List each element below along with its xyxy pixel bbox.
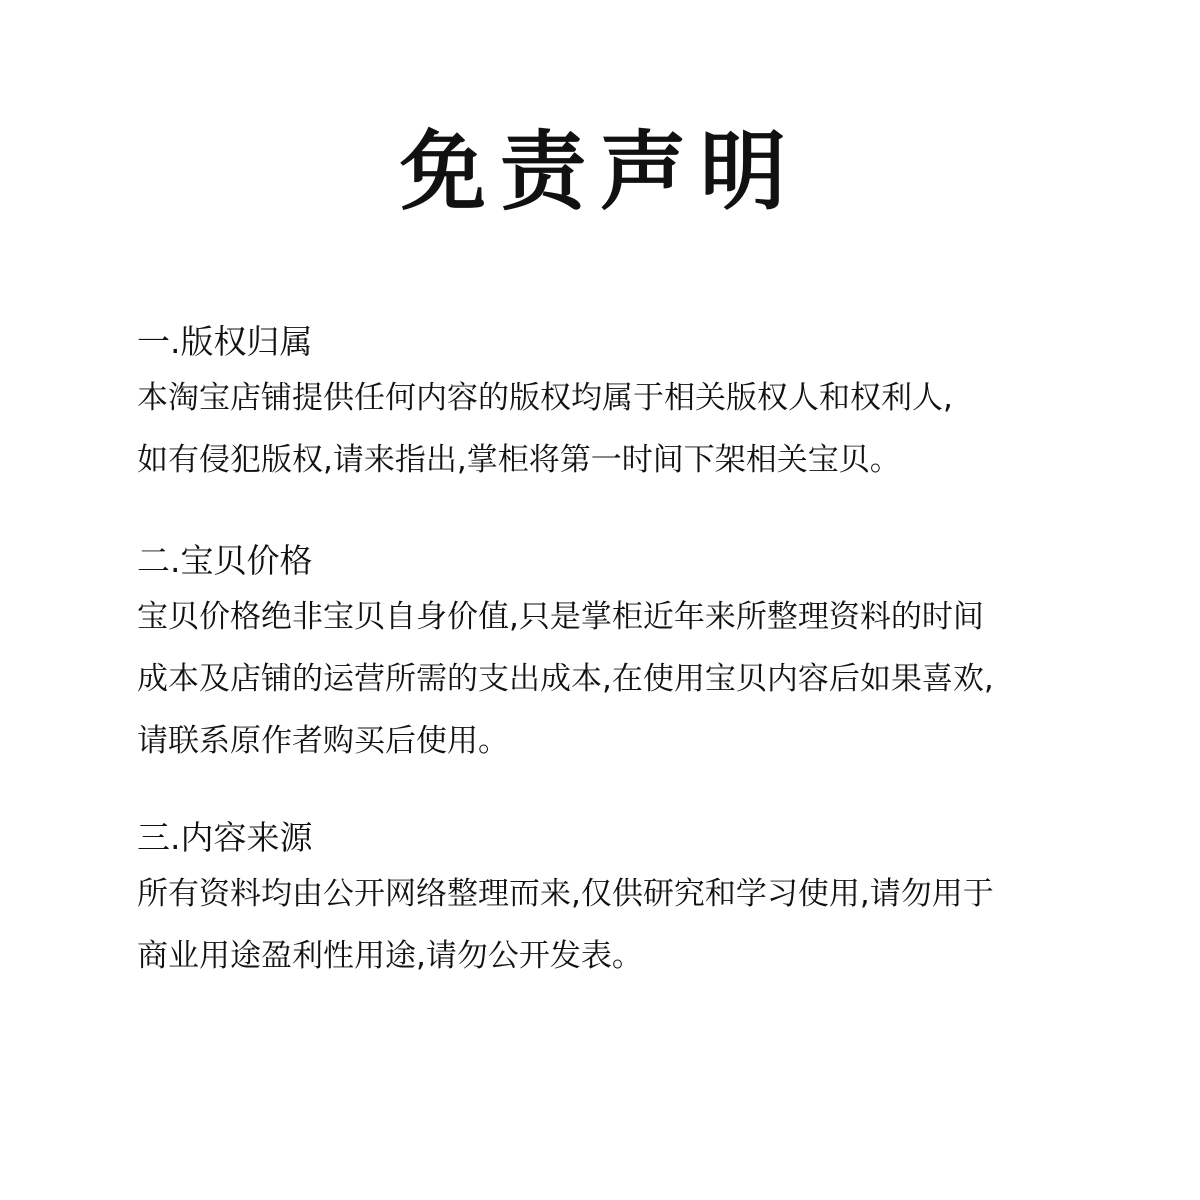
section-text-line: 如有侵犯版权,请来指出,掌柜将第一时间下架相关宝贝。 (137, 442, 901, 478)
section-text-line: 所有资料均由公开网络整理而来,仅供研究和学习使用,请勿用于 (137, 876, 994, 912)
section-text-line: 本淘宝店铺提供任何内容的版权均属于相关版权人和权利人, (137, 380, 953, 416)
section-text-line: 成本及店铺的运营所需的支出成本,在使用宝贝内容后如果喜欢, (137, 661, 994, 697)
page-title: 免责声明 (400, 122, 800, 222)
section-text-line: 商业用途盈利性用途,请勿公开发表。 (137, 938, 643, 974)
section-content-source (137, 818, 1137, 976)
section-heading: 一.版权归属 (137, 322, 313, 361)
section-heading: 三.内容来源 (137, 818, 313, 857)
section-text-line: 请联系原作者购买后使用。 (137, 723, 509, 759)
section-copyright (137, 322, 1137, 480)
section-text-line: 宝贝价格绝非宝贝自身价值,只是掌柜近年来所整理资料的时间 (137, 599, 984, 635)
section-heading: 二.宝贝价格 (137, 541, 313, 580)
section-price (137, 541, 1137, 761)
